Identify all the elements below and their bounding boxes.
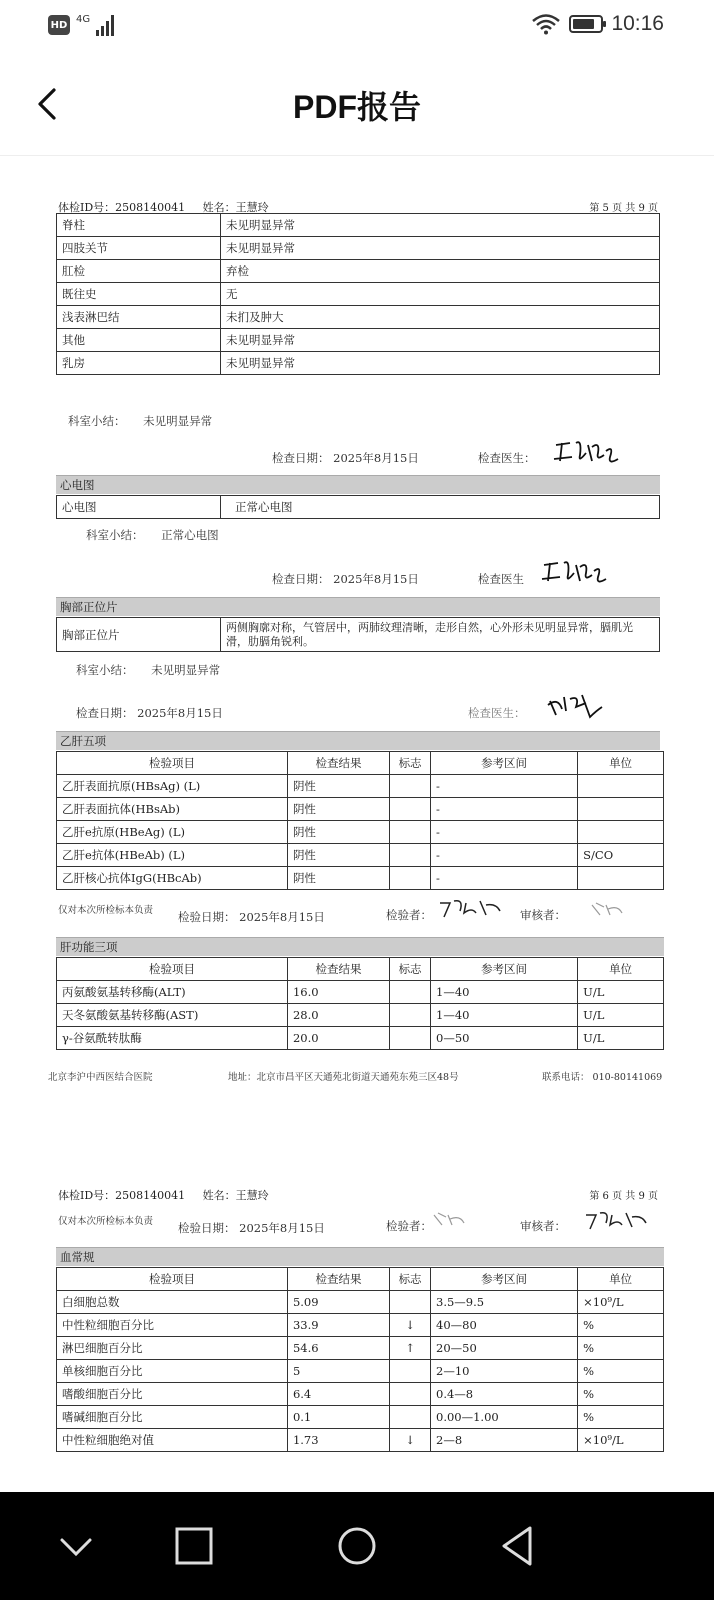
doctor-label-1: 检查医生： [478, 451, 536, 465]
title-bar [0, 56, 714, 156]
table-row [57, 260, 660, 283]
exam-date-2: 检查日期： 2025年8月15日 [272, 572, 419, 586]
cell-item: 肛检 [57, 260, 221, 283]
cell-item: 嗜碱细胞百分比 [57, 1406, 288, 1429]
cell-flag [390, 844, 431, 867]
table-row [57, 1291, 664, 1314]
doctor-label-2: 检查医生 [478, 572, 524, 586]
column-header: 单位 [578, 752, 664, 775]
cell-flag [390, 1360, 431, 1383]
cell-result: 阴性 [287, 798, 389, 821]
column-header: 标志 [390, 958, 431, 981]
cell-result: 6.4 [287, 1383, 389, 1406]
footer-hospital: 北京李沪中西医结合医院 [48, 1072, 153, 1083]
pdf-viewer[interactable] [0, 157, 714, 1492]
summary-label: 科室小结： [86, 528, 144, 542]
dept-summary-2 [86, 527, 219, 543]
cell-range: - [431, 821, 578, 844]
footer-phone: 联系电话： 010-80141069 [542, 1072, 663, 1083]
cell-range: 0.00—1.00 [431, 1406, 578, 1429]
cell-item: 乙肝核心抗体IgG(HBcAb) [57, 867, 288, 890]
table-row [57, 214, 660, 237]
cell-result: 阴性 [287, 821, 389, 844]
status-bar [0, 0, 714, 56]
test-date: 检验日期： 2025年8月15日 [178, 1221, 325, 1235]
cell-flag [390, 1004, 431, 1027]
section-ecg: 心电图 [56, 475, 660, 494]
summary-label: 科室小结： [76, 663, 134, 677]
battery-icon [569, 15, 603, 33]
doctor-signature [540, 557, 610, 587]
cell-result: 54.6 [287, 1337, 389, 1360]
cell-range: 20—50 [431, 1337, 578, 1360]
table-header-row [57, 1268, 664, 1291]
cell-item: 乙肝表面抗原(HBsAg) (L) [57, 775, 288, 798]
section-chest-xray: 胸部正位片 [56, 597, 660, 616]
tester-label: 检验者： [386, 908, 432, 922]
reviewer-label: 审核者： [520, 908, 566, 922]
cell-item: 既往史 [57, 283, 221, 306]
doctor-signature [546, 691, 606, 721]
tester-label: 检验者： [386, 1219, 432, 1233]
cell-flag [390, 1383, 431, 1406]
cell-result: 16.0 [287, 981, 389, 1004]
summary-value: 未见明显异常 [143, 414, 213, 428]
cell-flag [390, 821, 431, 844]
doctor-label-3: 检查医生： [468, 706, 526, 720]
table-row [57, 237, 660, 260]
section-liver-function: 肝功能三项 [56, 937, 664, 956]
liver-function-table [56, 957, 664, 1050]
footer-address: 地址：北京市昌平区天通苑北街道天通苑东苑三区48号 [228, 1072, 459, 1083]
table-header-row [57, 752, 664, 775]
cell-result: 33.9 [287, 1314, 389, 1337]
cell-item: 丙氨酸氨基转移酶(ALT) [57, 981, 288, 1004]
cell-flag [390, 981, 431, 1004]
cell-range: - [431, 775, 578, 798]
column-header: 标志 [390, 752, 431, 775]
tester-signature [432, 1211, 468, 1229]
cell-unit: ×10⁹/L [578, 1291, 664, 1314]
cell-item: 脊柱 [57, 214, 221, 237]
nav-home-icon [329, 1518, 385, 1574]
cell-unit [578, 867, 664, 890]
network-type: 4G [76, 13, 91, 25]
cell-item: 白细胞总数 [57, 1291, 288, 1314]
cell-item: 中性粒细胞百分比 [57, 1314, 288, 1337]
cell-flag [390, 1406, 431, 1429]
column-header: 检查结果 [287, 752, 389, 775]
signal-icon [96, 14, 114, 36]
page-number: 第 5 页 共 9 页 [589, 203, 658, 214]
cell-result: 20.0 [287, 1027, 389, 1050]
exam-date-3: 检查日期： 2025年8月15日 [76, 706, 223, 720]
test-date: 检验日期： 2025年8月15日 [178, 910, 325, 924]
cell-result: 弃检 [221, 260, 660, 283]
cell-item: 嗜酸细胞百分比 [57, 1383, 288, 1406]
chevron-down-icon [48, 1518, 104, 1574]
cell-unit: % [578, 1406, 664, 1429]
page-title: PDF报告 [292, 89, 421, 125]
disclaimer: 仅对本次所检标本负责 [58, 1216, 154, 1227]
cell-flag: ↓ [390, 1314, 431, 1337]
patient-name: 姓名：王慧玲 [202, 201, 269, 214]
doctor-signature [552, 437, 622, 467]
table-row [57, 496, 660, 519]
cell-range: - [431, 798, 578, 821]
page-header [58, 1187, 658, 1203]
section-blood-routine: 血常规 [56, 1247, 664, 1266]
cell-range: 3.5—9.5 [431, 1291, 578, 1314]
cell-flag [390, 775, 431, 798]
cell-item: 其他 [57, 329, 221, 352]
column-header: 单位 [578, 1268, 664, 1291]
table-row [57, 1383, 664, 1406]
cell-item: 乙肝e抗体(HBeAb) (L) [57, 844, 288, 867]
column-header: 参考区间 [431, 1268, 578, 1291]
column-header: 单位 [578, 958, 664, 981]
table-row [57, 618, 660, 652]
table-row [57, 329, 660, 352]
table-header-row [57, 958, 664, 981]
cell-result: 无 [221, 283, 660, 306]
cell-unit: % [578, 1314, 664, 1337]
table-row [57, 352, 660, 375]
table-row [57, 1360, 664, 1383]
disclaimer: 仅对本次所检标本负责 [58, 905, 154, 916]
cell-result: 两侧胸廓对称，气管居中，两肺纹理清晰，走形自然，心外形未见明显异常，膈肌光滑，肋膈角锐利。 [221, 618, 660, 652]
cell-range: 1—40 [431, 1004, 578, 1027]
cell-range: - [431, 867, 578, 890]
nav-back-button[interactable] [490, 1518, 546, 1574]
patient-name: 姓名：王慧玲 [202, 1189, 269, 1202]
cell-result: 未见明显异常 [221, 329, 660, 352]
cell-item: 心电图 [57, 496, 221, 519]
chest-xray-table [56, 617, 660, 652]
wifi-icon [531, 13, 561, 35]
cell-item: 乙肝表面抗体(HBsAb) [57, 798, 288, 821]
cell-unit [578, 798, 664, 821]
page-number: 第 6 页 共 9 页 [589, 1191, 658, 1202]
dept-summary-1 [68, 413, 212, 429]
cell-unit: ×10⁹/L [578, 1429, 664, 1452]
cell-unit: U/L [578, 1027, 664, 1050]
cell-result: 5 [287, 1360, 389, 1383]
cell-result: 未见明显异常 [221, 237, 660, 260]
cell-result: 未扪及肿大 [221, 306, 660, 329]
summary-value: 未见明显异常 [151, 663, 221, 677]
cell-result: 未见明显异常 [221, 214, 660, 237]
general-exam-table [56, 213, 660, 375]
dept-summary-3 [76, 662, 220, 678]
cell-unit: % [578, 1337, 664, 1360]
column-header: 参考区间 [431, 958, 578, 981]
reviewer-signature [590, 901, 626, 919]
table-row [57, 1406, 664, 1429]
cell-flag [390, 798, 431, 821]
table-row [57, 844, 664, 867]
column-header: 检验项目 [57, 1268, 288, 1291]
cell-item: 浅表淋巴结 [57, 306, 221, 329]
blood-routine-table [56, 1267, 664, 1452]
cell-flag [390, 867, 431, 890]
cell-flag [390, 1291, 431, 1314]
system-nav-bar [0, 1492, 714, 1600]
cell-flag: ↑ [390, 1337, 431, 1360]
column-header: 检查结果 [287, 958, 389, 981]
table-row [57, 1429, 664, 1452]
summary-label: 科室小结： [68, 414, 126, 428]
cell-result: 1.73 [287, 1429, 389, 1452]
column-header: 标志 [390, 1268, 431, 1291]
cell-item: 四肢关节 [57, 237, 221, 260]
hbv-table [56, 751, 664, 890]
cell-range: 0.4—8 [431, 1383, 578, 1406]
table-row [57, 306, 660, 329]
table-row [57, 1027, 664, 1050]
table-row [57, 798, 664, 821]
table-row [57, 283, 660, 306]
tester-signature [438, 897, 504, 921]
table-row [57, 867, 664, 890]
table-row [57, 775, 664, 798]
nav-back-icon [490, 1518, 546, 1574]
cell-result: 阴性 [287, 844, 389, 867]
column-header: 检验项目 [57, 958, 288, 981]
cell-flag: ↓ [390, 1429, 431, 1452]
cell-result: 0.1 [287, 1406, 389, 1429]
exam-date-1: 检查日期： 2025年8月15日 [272, 451, 419, 465]
nav-recents-button[interactable] [166, 1518, 222, 1574]
cell-unit: U/L [578, 981, 664, 1004]
table-row [57, 981, 664, 1004]
hd-badge: HD [48, 15, 70, 35]
cell-unit [578, 775, 664, 798]
table-row [57, 1314, 664, 1337]
status-right [531, 12, 664, 36]
cell-unit [578, 821, 664, 844]
cell-range: 40—80 [431, 1314, 578, 1337]
cell-item: 乙肝e抗原(HBeAg) (L) [57, 821, 288, 844]
table-row [57, 1004, 664, 1027]
cell-result: 5.09 [287, 1291, 389, 1314]
cell-range: 2—8 [431, 1429, 578, 1452]
cell-item: 淋巴细胞百分比 [57, 1337, 288, 1360]
status-left [48, 14, 114, 36]
section-hbv: 乙肝五项 [56, 731, 660, 750]
cell-item: 单核细胞百分比 [57, 1360, 288, 1383]
cell-item: 天冬氨酸氨基转移酶(AST) [57, 1004, 288, 1027]
cell-unit: % [578, 1360, 664, 1383]
ecg-table [56, 495, 660, 519]
nav-collapse-button[interactable] [48, 1518, 104, 1574]
exam-id: 体检ID号：2508140041 [58, 1189, 186, 1202]
cell-unit: % [578, 1383, 664, 1406]
cell-range: 0—50 [431, 1027, 578, 1050]
reviewer-label: 审核者： [520, 1219, 566, 1233]
summary-value: 正常心电图 [161, 528, 219, 542]
nav-home-button[interactable] [329, 1518, 385, 1574]
cell-unit: S/CO [578, 844, 664, 867]
reviewer-signature [584, 1209, 650, 1233]
cell-result: 正常心电图 [221, 496, 660, 519]
cell-flag [390, 1027, 431, 1050]
cell-item: γ-谷氨酰转肽酶 [57, 1027, 288, 1050]
nav-recents-icon [166, 1518, 222, 1574]
clock: 10:16 [611, 12, 664, 35]
column-header: 检查结果 [287, 1268, 389, 1291]
cell-result: 阴性 [287, 867, 389, 890]
cell-unit: U/L [578, 1004, 664, 1027]
cell-range: - [431, 844, 578, 867]
column-header: 检验项目 [57, 752, 288, 775]
cell-range: 1—40 [431, 981, 578, 1004]
cell-result: 未见明显异常 [221, 352, 660, 375]
column-header: 参考区间 [431, 752, 578, 775]
cell-item: 胸部正位片 [57, 618, 221, 652]
cell-result: 阴性 [287, 775, 389, 798]
exam-id: 体检ID号：2508140041 [58, 201, 186, 214]
cell-item: 中性粒细胞绝对值 [57, 1429, 288, 1452]
cell-result: 28.0 [287, 1004, 389, 1027]
table-row [57, 1337, 664, 1360]
cell-range: 2—10 [431, 1360, 578, 1383]
cell-item: 乳房 [57, 352, 221, 375]
table-row [57, 821, 664, 844]
